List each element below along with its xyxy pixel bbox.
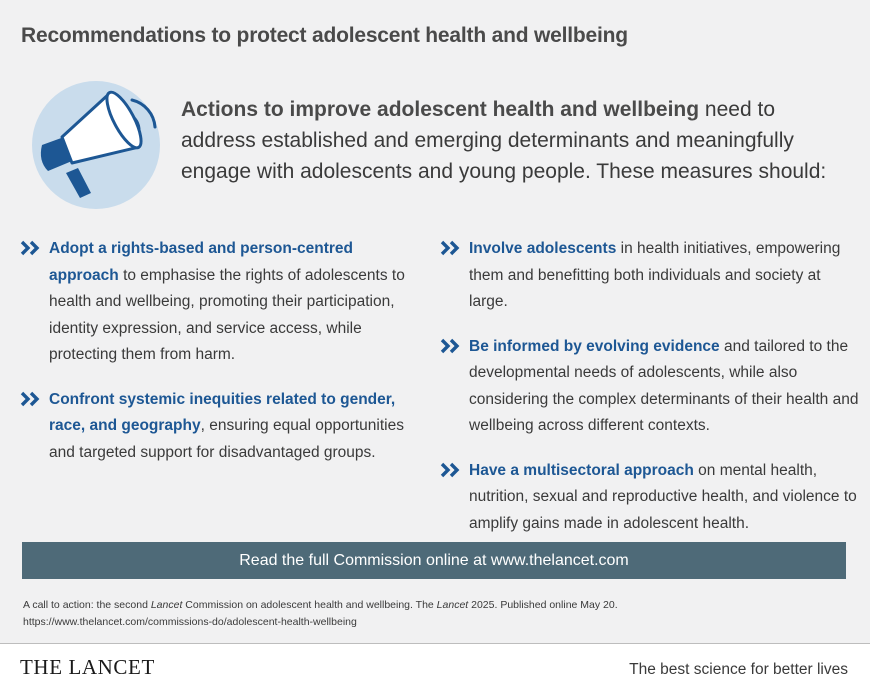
- citation-text: Commission on adolescent health and wellbeing. The: [182, 599, 437, 611]
- page-title: Recommendations to protect adolescent health and wellbeing: [21, 24, 628, 47]
- read-commission-banner[interactable]: Read the full Commission online at www.thelancet.com: [22, 542, 846, 579]
- lancet-logo: THE LANCET: [20, 655, 155, 679]
- double-chevron-icon: [20, 239, 42, 257]
- citation-text: 2025. Published online May 20.: [468, 599, 618, 611]
- megaphone-icon: [26, 75, 166, 215]
- recommendation-item: [440, 458, 860, 538]
- recommendation-text: in health initiatives, empowering them and benefitting both individuals and society at large.: [469, 240, 841, 310]
- double-chevron-icon: [20, 390, 42, 408]
- recommendation-highlight: Adopt a rights-based and person-centred approach: [49, 240, 354, 284]
- recommendation-item: [440, 236, 860, 316]
- double-chevron-icon: [440, 239, 462, 257]
- recommendation-text: to emphasise the rights of adolescents to health and wellbeing, promoting their participation, identity expression, and service access, while protecting them from harm.: [49, 266, 405, 363]
- citation-text: A call to action: the second: [23, 599, 151, 611]
- double-chevron-icon: [440, 337, 462, 355]
- intro-text: need to address established and emerging determinants and meaningfully engage with adolescents and young people. These measures should:: [181, 98, 827, 183]
- citation-url[interactable]: https://www.thelancet.com/commissions-do/adolescent-health-wellbeing: [23, 616, 357, 628]
- intro-highlight: Actions to improve adolescent health and wellbeing: [181, 98, 700, 121]
- recommendation-text: , ensuring equal opportunities and targeted support for disadvantaged groups.: [49, 417, 404, 461]
- citation-journal: Lancet: [150, 599, 183, 611]
- recommendation-highlight: Confront systemic inequities related to gender, race, and geography: [49, 390, 396, 434]
- recommendation-item: [440, 334, 860, 440]
- footer-divider: [0, 643, 870, 644]
- double-chevron-icon: [440, 461, 462, 479]
- footer-tagline: The best science for better lives: [629, 661, 848, 678]
- recommendation-item: [20, 387, 420, 467]
- recommendations-left-column: [20, 236, 420, 484]
- recommendation-item: [20, 236, 420, 369]
- citation-journal: Lancet: [436, 599, 469, 611]
- recommendations-right-column: [440, 236, 860, 555]
- citation: [23, 597, 843, 631]
- recommendation-text: and tailored to the developmental needs of adolescents, while also considering the complex determinants of their health and wellbeing across different contexts.: [469, 337, 859, 434]
- recommendation-text: on mental health, nutrition, sexual and reproductive health, and violence to amplify gains made in adolescent health.: [469, 461, 857, 532]
- intro-paragraph: [181, 94, 841, 187]
- recommendation-highlight: Have a multisectoral approach: [469, 461, 694, 479]
- recommendation-highlight: Be informed by evolving evidence: [469, 337, 720, 355]
- recommendation-highlight: Involve adolescents: [469, 240, 617, 257]
